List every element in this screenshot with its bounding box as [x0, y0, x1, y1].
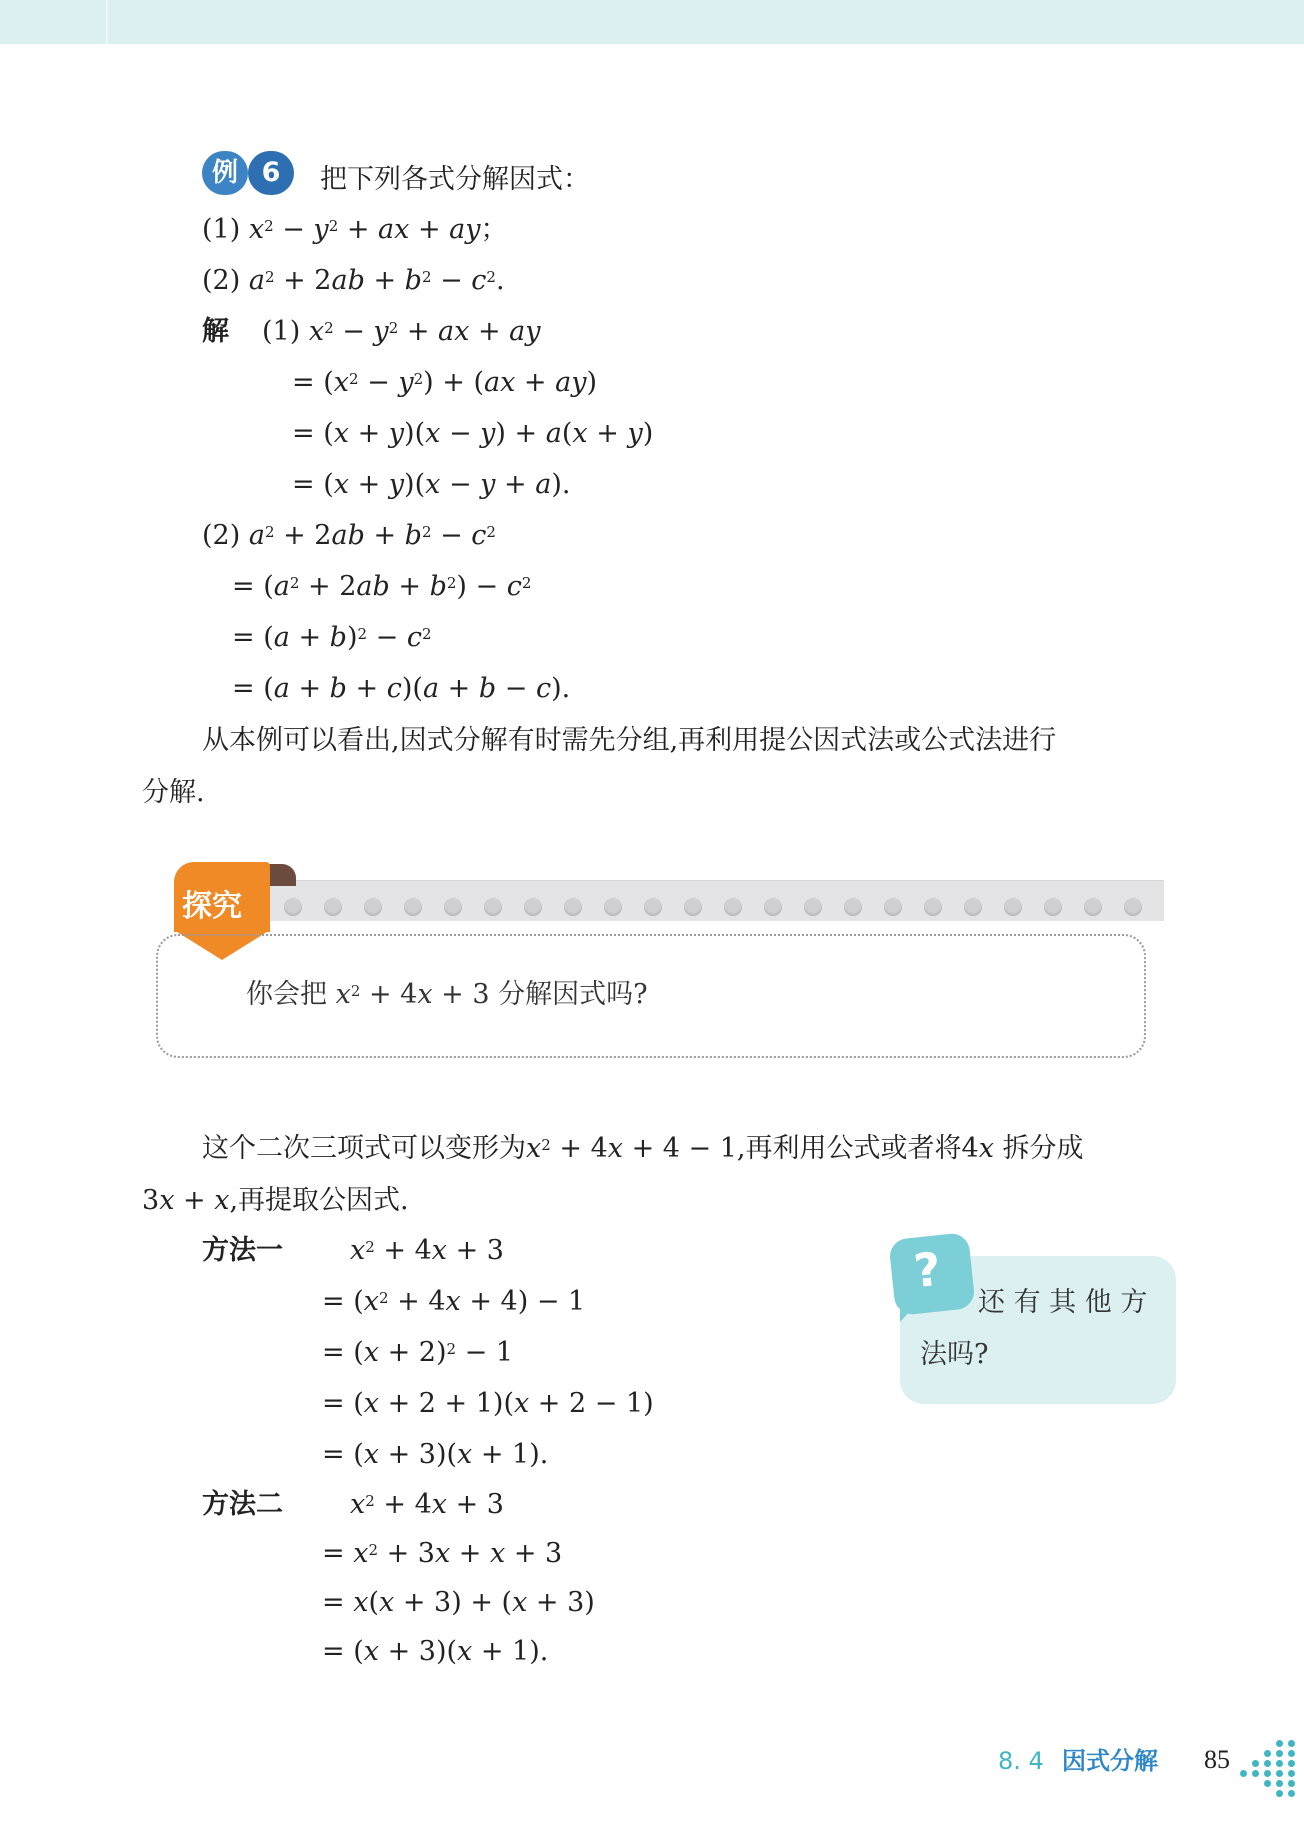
example-badge — [202, 151, 292, 195]
explore-label: 探究 — [182, 889, 242, 924]
strip-dot — [804, 898, 822, 916]
solution-1-line-1: = $(x^2 - y^2) + (ax + ay)$ — [292, 367, 598, 398]
solution-1-line-0: (1) $x^2 - y^2$ + ax + ay — [262, 316, 541, 347]
think-line-2: 法吗? — [920, 1339, 989, 1370]
para-line-2: 3x + x,再提取公因式. — [142, 1185, 409, 1216]
question-mark-glyph: ? — [911, 1241, 944, 1299]
solution-1-line-3: = (x + y)(x − y + a). — [292, 469, 571, 500]
footer-section-title: 因式分解 — [1062, 1747, 1158, 1775]
method-1-line-1: = $(x^2 + 4x + 4) - 1$ — [322, 1286, 586, 1317]
question-1: (1) $x^2 - y^2$ + ax + ay； — [202, 214, 508, 245]
think-line-1: 还 有 其 他 方 — [978, 1287, 1148, 1318]
strip-dot — [644, 898, 662, 916]
para-line-1: 这个二次三项式可以变形为$x^2 + 4x + 4 - 1$,再利用公式或者将4x 拆分成 — [202, 1133, 1084, 1164]
strip-dot — [1004, 898, 1022, 916]
top-header-bar — [0, 0, 1304, 44]
strip-dot — [964, 898, 982, 916]
strip-dot — [764, 898, 782, 916]
strip-dot — [844, 898, 862, 916]
footer-section-number: 8. 4 — [998, 1747, 1044, 1775]
method-1-line-3: = (x + 2 + 1)(x + 2 − 1) — [322, 1388, 654, 1419]
solution-2-line-3: = (a + b + c)(a + b − c). — [232, 673, 571, 704]
example-prompt: 把下列各式分解因式： — [320, 164, 590, 195]
summary-line-2: 分解. — [142, 777, 205, 808]
page-number: 85 — [1204, 1745, 1230, 1774]
method-1-line-4: = (x + 3)(x + 1). — [322, 1439, 549, 1470]
solution-2-line-1: = $(a^2 + 2ab + b^2) - c^2$ — [232, 571, 532, 602]
strip-dot — [684, 898, 702, 916]
strip-dot — [924, 898, 942, 916]
explore-tag-curl — [268, 864, 296, 886]
method-1-line-2: = $(x + 2)^2 - 1$ — [322, 1337, 513, 1368]
strip-dot — [484, 898, 502, 916]
method-2-line-0: $x^2 + 4x + 3$ — [350, 1489, 504, 1520]
strip-dot — [1084, 898, 1102, 916]
method-1-line-0: $x^2 + 4x + 3$ — [350, 1235, 504, 1266]
strip-dot — [564, 898, 582, 916]
strip-dot — [284, 898, 302, 916]
strip-dot — [884, 898, 902, 916]
question-2: (2) $a^2 + 2ab + b^2 - c^2$. — [202, 265, 505, 296]
strip-dot — [524, 898, 542, 916]
method-2-line-2: = x(x + 3) + (x + 3) — [322, 1587, 595, 1618]
explore-strip — [268, 880, 1164, 921]
method-2-label: 方法二 — [202, 1489, 283, 1520]
method-1-label: 方法一 — [202, 1235, 283, 1266]
strip-dot — [364, 898, 382, 916]
summary-line-1: 从本例可以看出,因式分解有时需先分组,再利用提公因式法或公式法进行 — [202, 725, 1057, 756]
explore-question: 你会把 $x^2 + 4x + 3$ 分解因式吗? — [246, 979, 648, 1010]
solution-2-line-0: (2) $a^2 + 2ab + b^2 - c^2$ — [202, 520, 496, 551]
strip-dot — [404, 898, 422, 916]
method-2-line-1: = $x^2 + 3x + x + 3$ — [322, 1538, 563, 1569]
question-mark-icon-tail — [900, 1300, 920, 1322]
strip-dot — [444, 898, 462, 916]
strip-dot — [324, 898, 342, 916]
method-2-line-3: = (x + 3)(x + 1). — [322, 1636, 549, 1667]
strip-dot — [604, 898, 622, 916]
example-badge-char: 例 — [202, 151, 248, 195]
strip-dot — [1124, 898, 1142, 916]
solution-label: 解 — [202, 316, 229, 347]
strip-dot — [1044, 898, 1062, 916]
strip-dot — [724, 898, 742, 916]
solution-2-line-2: = $(a + b)^2 - c^2$ — [232, 622, 432, 653]
example-badge-number: 6 — [248, 151, 294, 195]
solution-1-line-2: = (x + y)(x − y) + a(x + y) — [292, 418, 654, 449]
